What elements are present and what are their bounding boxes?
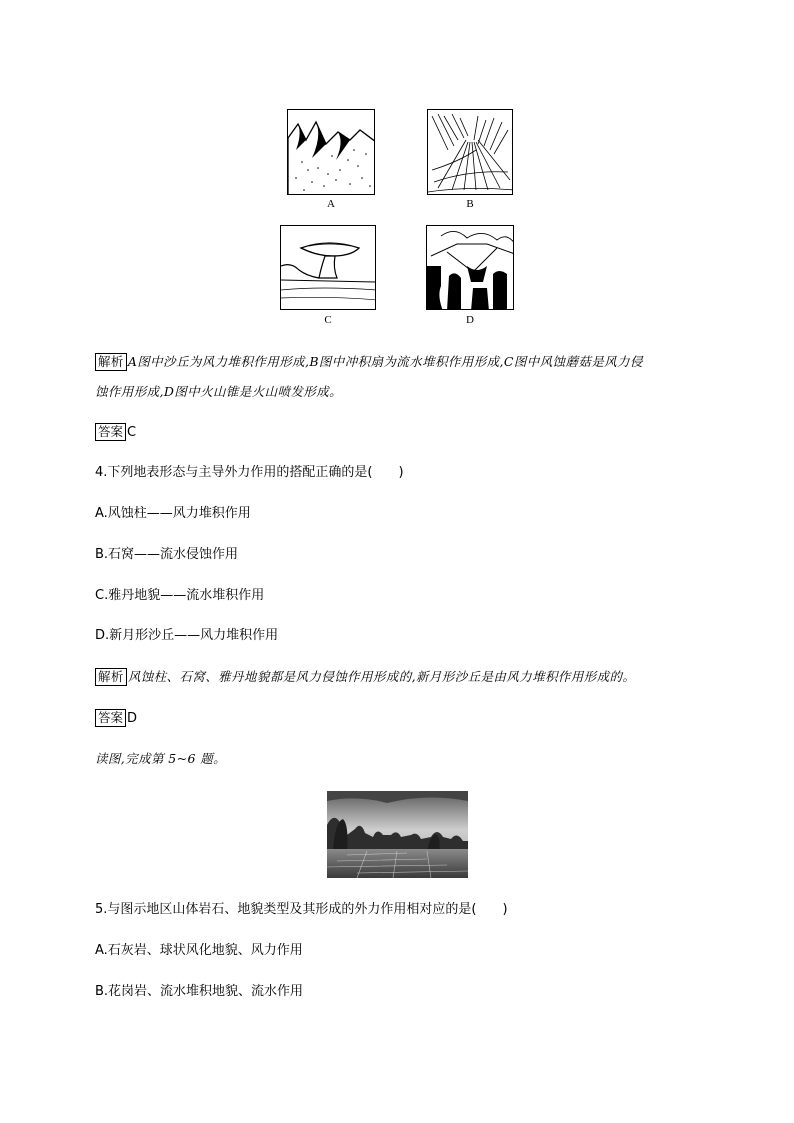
question5-option-b: B.花岗岩、流水堆积地貌、流水作用 [95, 984, 304, 999]
karst-landscape-photo [327, 791, 468, 878]
explanation1-tag: 解析 [95, 353, 127, 371]
explanation2 [95, 668, 635, 686]
answer2-value: D [127, 711, 138, 726]
answer1-value: C [127, 425, 137, 440]
figure-d-label: D [466, 314, 474, 326]
answer2-tag: 答案 [95, 709, 126, 727]
instruction: 读图,完成第 5~6 题。 [95, 751, 226, 766]
figure-a-dunes [287, 109, 375, 195]
question5-option-a: A.石灰岩、球状风化地貌、风力作用 [95, 943, 303, 958]
question5-stem: 5.与图示地区山体岩石、地貌类型及其形成的外力作用相对应的是( ) [95, 902, 508, 917]
explanation2-text: 风蚀柱、石窝、雅丹地貌都是风力侵蚀作用形成的,新月形沙丘是由风力堆积作用形成的。 [127, 669, 636, 684]
figure-b-alluvial-fan [427, 109, 513, 195]
question4-stem: 4.下列地表形态与主导外力作用的搭配正确的是( ) [95, 465, 404, 480]
explanation1-line2: 蚀作用形成,D图中火山锥是火山喷发形成。 [95, 384, 342, 399]
answer1 [95, 423, 136, 442]
explanation1-text-line1: A图中沙丘为风力堆积作用形成,B图中冲积扇为流水堆积作用形成,C图中风蚀蘑菇是风力侵 [127, 354, 643, 369]
figure-d-volcano [426, 225, 514, 310]
figure-a-label: A [327, 198, 335, 210]
figure-b-label: B [466, 198, 474, 210]
figure-c-mushroom-rock [280, 225, 376, 310]
explanation1-line1 [95, 353, 643, 371]
question4-option-d: D.新月形沙丘——风力堆积作用 [95, 628, 279, 643]
answer2 [95, 709, 137, 728]
explanation2-tag: 解析 [95, 668, 127, 686]
figure-c-label: C [324, 314, 332, 326]
answer1-tag: 答案 [95, 423, 126, 441]
question4-option-a: A.风蚀柱——风力堆积作用 [95, 506, 251, 521]
question4-option-c: C.雅丹地貌——流水堆积作用 [95, 588, 265, 603]
question4-option-b: B.石窝——流水侵蚀作用 [95, 547, 239, 562]
